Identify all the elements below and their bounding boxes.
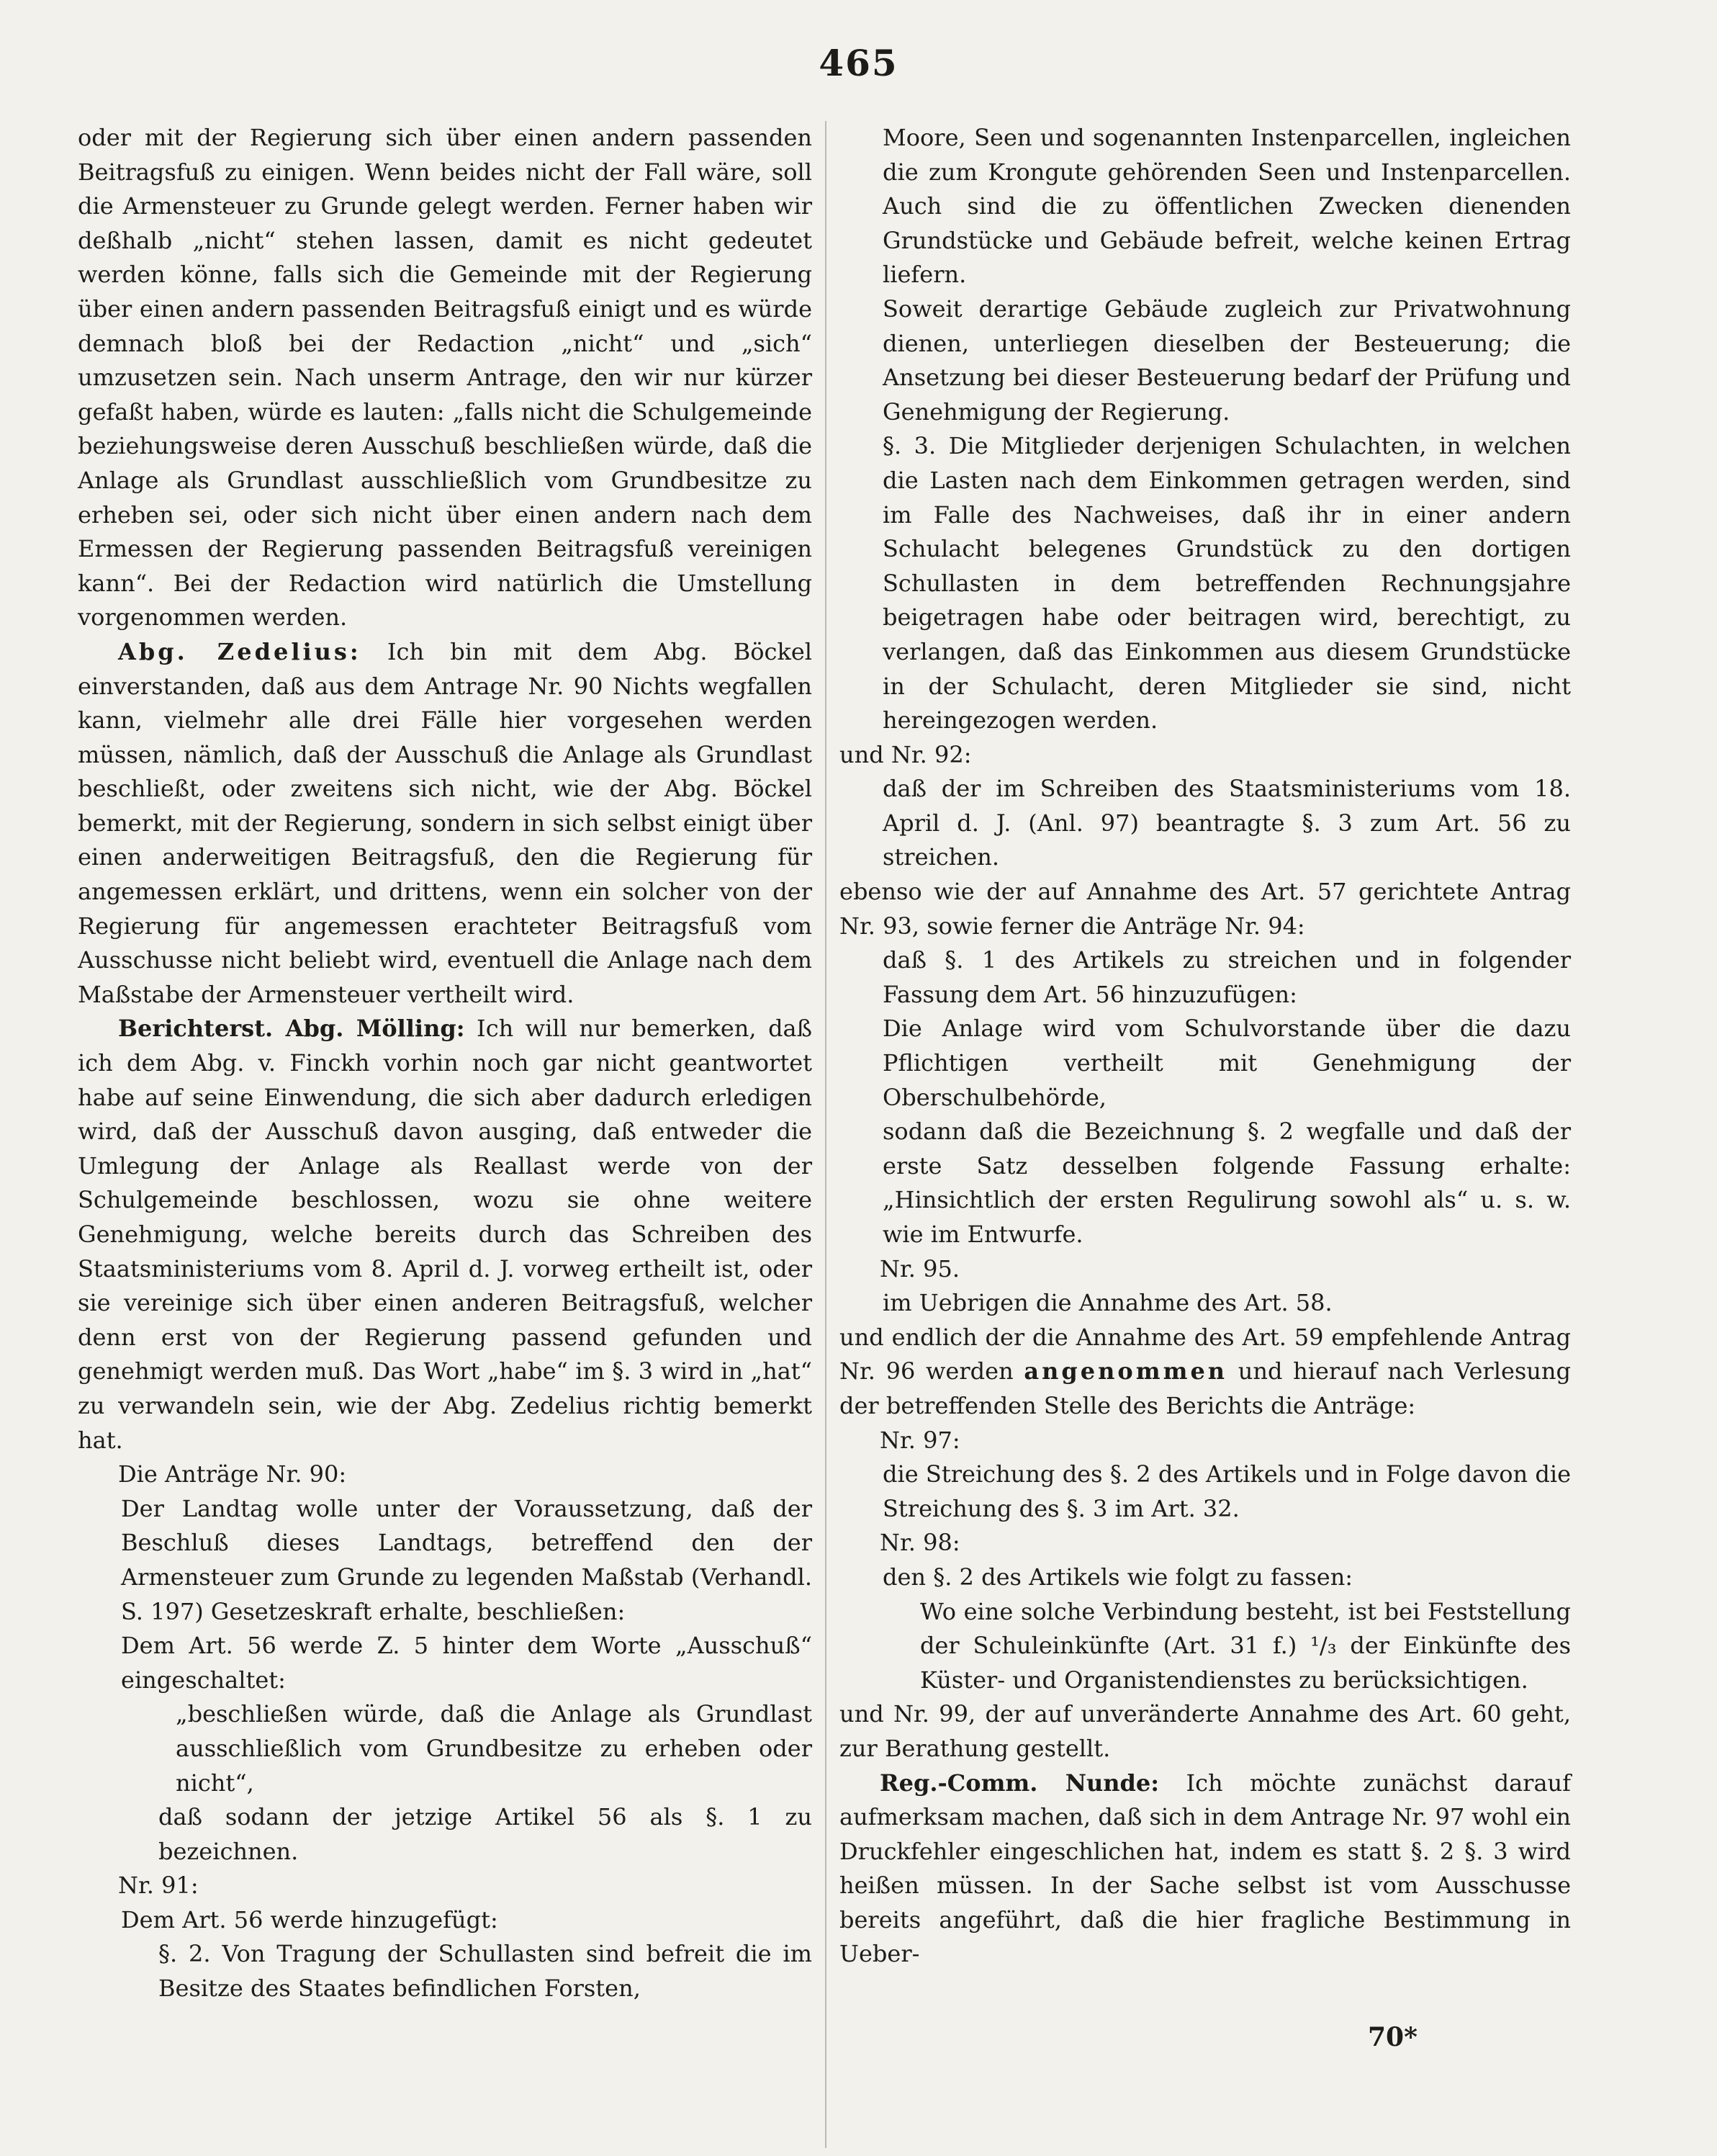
paragraph: und Nr. 99, der auf unveränderte Annahme des Art. 60 geht, zur Berathung gestellt.	[839, 1700, 1571, 1762]
motion-text: daß der im Schreiben des Staatsministeriums vom 18. April d. J. (Anl. 97) beantragte §. 3 zum Art. 56 zu streichen.	[883, 775, 1571, 871]
speaker-name: Berichterst. Abg. Mölling:	[118, 1015, 465, 1043]
motion-heading: Nr. 91:	[118, 1872, 199, 1900]
speech-text: Ich bin mit dem Abg. Böckel einverstanden, daß aus dem Antrage Nr. 90 Nichts wegfallen kann, vielmehr alle drei Fälle hier vorgesehen werden müssen, nämlich, daß der Ausschuß die Anlage als Grundlast beschließt, oder zweitens sich nicht, wie der Abg. Böckel bemerkt, mit der Regierung, sondern in sich selbst einigt über einen anderweitigen Beitragsfuß, den die Regierung für angemessen erklärt, und drittens, wenn ein solcher von der Regierung für angemessen erachteter Beitragsfuß vom Ausschusse nicht beliebt wird, eventuell die Anlage nach dem Maßstabe der Armensteuer vertheilt wird.	[78, 637, 813, 1008]
motion-text: §. 2. Von Tragung der Schullasten sind befreit die im Besitze des Staates befindlichen Forsten,	[158, 1940, 812, 2003]
speech-paragraph	[78, 1012, 812, 1457]
motion-text: Wo eine solche Verbindung besteht, ist bei Feststellung der Schuleinkünfte (Art. 31 f.) ¹/₃ der Einkünfte des Küster- und Organistendienstes zu berücksichtigen.	[920, 1597, 1571, 1694]
motion-text: Dem Art. 56 werde Z. 5 hinter dem Worte „Ausschuß“ eingeschaltet:	[121, 1632, 812, 1694]
motion-text: daß sodann der jetzige Artikel 56 als §. 1 zu bezeichnen.	[158, 1803, 812, 1865]
speech-text: Ich will nur bemerken, daß ich dem Abg. v. Finckh vorhin noch gar nicht geantwortet habe auf seine Einwendung, die sich aber dadurch erledigen wird, daß der Ausschuß davon ausging, daß entweder die Umlegung der Anlage als Reallast werde von der Schulgemeinde beschlossen, wozu sie ohne weitere Genehmigung, welche bereits durch das Schreiben des Staatsministeriums vom 8. April d. J. vorweg ertheilt ist, oder sie vereinige sich über einen anderen Beitragsfuß, welcher denn erst von der Regierung passend gefunden und genehmigt werden muß. Das Wort „habe“ im §. 3 wird in „hat“ zu verwandeln sein, wie der Abg. Zedelius richtig bemerkt hat.	[78, 1015, 812, 1454]
quoted-insertion: „beschließen würde, daß die Anlage als Grundlast ausschließlich vom Grundbesitze zu erheben oder nicht“,	[176, 1700, 812, 1797]
left-column	[78, 121, 812, 2006]
motion-text: den §. 2 des Artikels wie folgt zu fassen:	[883, 1563, 1353, 1591]
motion-text: die Streichung des §. 2 des Artikels und in Folge davon die Streichung des §. 3 im Art. 32.	[883, 1460, 1571, 1522]
paragraph: ebenso wie der auf Annahme des Art. 57 gerichtete Antrag Nr. 93, sowie ferner die Anträge Nr. 94:	[839, 878, 1571, 940]
speaker-name: Reg.-Comm. Nunde:	[880, 1769, 1160, 1797]
paragraph: oder mit der Regierung sich über einen andern passenden Beitragsfuß zu einigen. Wenn beides nicht der Fall wäre, soll die Armensteuer zu Grunde gelegt werden. Ferner haben wir deßhalb „nicht“ stehen lassen, damit es nicht gedeutet werden könne, falls sich die Gemeinde mit der Regierung über einen andern passenden Beitragsfuß einigt und es würde demnach bloß bei der Redaction „nicht“ und „sich“ umzusetzen sein. Nach unserm Antrage, den wir nur kürzer gefaßt haben, würde es lauten: „falls nicht die Schulgemeinde beziehungsweise deren Ausschuß beschließen würde, daß die Anlage als Grundlast ausschließlich vom Grundbesitze zu erheben sei, oder sich nicht über einen andern nach dem Ermessen der Regierung passenden Beitragsfuß vereinigen kann“. Bei der Redaction wird natürlich die Umstellung vorgenommen werden.	[78, 124, 812, 632]
emphasized-word: angenommen	[1024, 1357, 1228, 1385]
motion-heading: Nr. 98:	[880, 1529, 960, 1557]
motion-text: Der Landtag wolle unter der Voraussetzung, daß der Beschluß dieses Landtags, betreffend den der Armensteuer zum Grunde zu legenden Maßstab (Verhandl. S. 197) Gesetzeskraft erhalte, beschließen:	[121, 1494, 812, 1625]
motion-text: §. 3. Die Mitglieder derjenigen Schulachten, in welchen die Lasten nach dem Einkommen getragen werden, sind im Falle des Nachweises, daß ihr in einer andern Schulacht belegenes Grundstück zu den dortigen Schullasten in dem betreffenden Rechnungsjahre beigetragen habe oder beitragen wird, berechtigt, zu verlangen, daß das Einkommen aus diesem Grundstücke in der Schulacht, deren Mitglieder sie sind, nicht hereingezogen werden.	[883, 432, 1571, 735]
motion-text: im Uebrigen die Annahme des Art. 58.	[883, 1289, 1333, 1317]
signature-mark: 70*	[1368, 2022, 1418, 2052]
motion-text: Moore, Seen und sogenannten Instenparcellen, ingleichen die zum Krongute gehörenden Seen und Instenparcellen. Auch sind die zu öffentlichen Zwecken dienenden Grundstücke und Gebäude befreit, welche keinen Ertrag liefern.	[883, 124, 1571, 289]
speaker-name: Abg. Zedelius:	[118, 637, 361, 665]
motion-heading: und Nr. 92:	[839, 740, 972, 768]
speech-paragraph	[839, 1766, 1571, 1972]
motion-text: Die Anlage wird vom Schulvorstande über die dazu Pflichtigen vertheilt mit Genehmigung der Oberschulbehörde,	[883, 1015, 1571, 1111]
motion-text: sodann daß die Bezeichnung §. 2 wegfalle und daß der erste Satz desselben folgende Fassung erhalte: „Hinsichtlich der ersten Regulirung sowohl als“ u. s. w. wie im Entwurfe.	[883, 1118, 1571, 1248]
paragraph-text: und endlich der die Annahme des Art. 59 empfehlende Antrag Nr. 96 werden	[839, 1323, 1571, 1385]
right-column	[839, 121, 1571, 1972]
paragraph-text: und hierauf nach Verlesung der betreffenden Stelle des Berichts die Anträge:	[839, 1357, 1572, 1419]
motion-heading: Die Anträge Nr. 90:	[118, 1460, 347, 1488]
motion-heading: Nr. 95.	[880, 1254, 960, 1283]
column-divider	[825, 121, 826, 2148]
speech-paragraph	[78, 635, 812, 1012]
page-number: 465	[819, 42, 898, 84]
motion-heading: Nr. 97:	[880, 1426, 960, 1454]
motion-text: daß §. 1 des Artikels zu streichen und in folgender Fassung dem Art. 56 hinzuzufügen:	[883, 946, 1571, 1008]
motion-text: Soweit derartige Gebäude zugleich zur Privatwohnung dienen, unterliegen dieselben der Besteuerung; die Ansetzung bei dieser Besteuerung bedarf der Prüfung und Genehmigung der Regierung.	[883, 295, 1571, 426]
speech-text: Ich möchte zunächst darauf aufmerksam machen, daß sich in dem Antrage Nr. 97 wohl ein Druckfehler eingeschlichen hat, indem es statt §. 2 §. 3 wird heißen müssen. In der Sache selbst ist vom Ausschusse bereits angeführt, daß die hier fragliche Bestimmung in Ueber-	[839, 1769, 1572, 1968]
motion-text: Dem Art. 56 werde hinzugefügt:	[121, 1905, 498, 1933]
paragraph	[839, 1321, 1571, 1424]
